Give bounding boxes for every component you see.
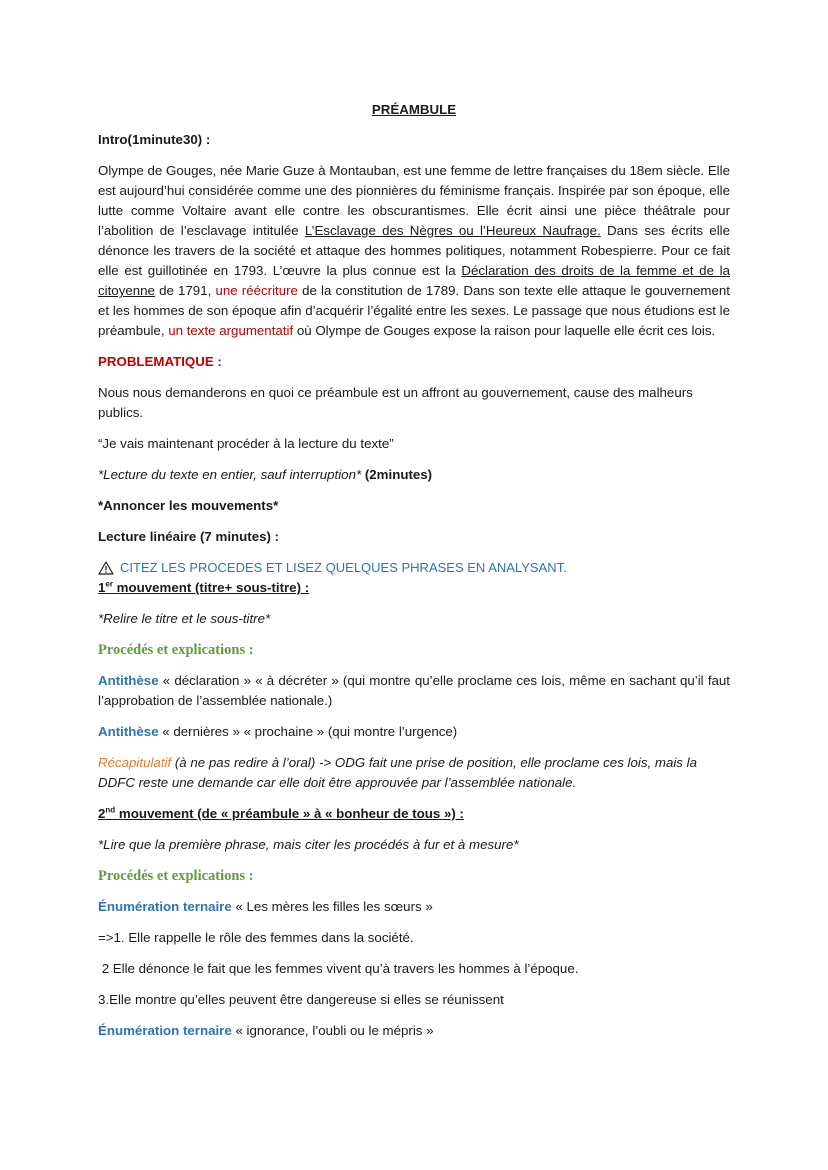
recap-term: Récapitulatif [98, 755, 172, 770]
movement1-item-2 [98, 722, 730, 742]
warning-text: CITEZ LES PROCEDES ET LISEZ QUELQUES PHRASES EN ANALYSANT. [120, 560, 567, 575]
page-title: PRÉAMBULE [371, 102, 457, 117]
procede-term: Énumération ternaire [98, 899, 232, 914]
highlight-texte-argumentatif: un texte argumentatif [168, 323, 294, 338]
intro-text-3: de 1791, [154, 283, 216, 298]
movement2-heading [98, 804, 730, 824]
movement1-item-1 [98, 671, 730, 711]
problematique-text: Nous nous demanderons en quoi ce préambule est un affront au gouvernement, cause des malheurs publics. [98, 385, 693, 420]
movement1-number: 1 [98, 580, 106, 595]
intro-text-5: où Olympe de Gouges expose la raison pour laquelle elle écrit ces lois. [293, 323, 716, 338]
movement1-instruction: *Relire le titre et le sous-titre* [98, 611, 271, 626]
reading-full-duration: (2minutes) [364, 467, 433, 482]
procede-text: « Les mères les filles les sœurs » [231, 899, 433, 914]
intro-text-4: de la constitution de 1789. Dans son texte elle attaque le gouvernement et les hommes de son époque afin d’acquérir l’égalité entre les sexes. Le passage que nous étudions est le préambule, [98, 283, 730, 338]
work-title-declaration: Déclaration des droits de la femme et de la citoyenne [98, 263, 730, 298]
movement2-enum-2 [98, 1021, 730, 1041]
movement2-ordinal: nd [105, 805, 116, 815]
reading-full [98, 465, 730, 485]
movement2-number: 2 [98, 806, 106, 821]
movement1-recap [98, 753, 730, 793]
highlight-reecriture: une réécriture [215, 283, 298, 298]
movement1-heading-text: mouvement (titre+ sous-titre) : [112, 580, 310, 595]
recap-text: (à ne pas redire à l’oral) -> ODG fait une prise de position, elle proclame ces lois, mais la DDFC reste une demande car elle doit être approuvée par l’assemblée nationale. [98, 755, 698, 790]
movement2-instruction: *Lire que la première phrase, mais citer les procédés à fur et à mesure* [98, 837, 519, 852]
intro-text-2: Dans ses écrits elle dénonce les travers de la société et attaque des hommes politiques, notamment Robespierre. Pour ce fait elle est guillotinée en 1793. L’œuvre la plus connue est la [98, 223, 731, 278]
movement1-ordinal: er [105, 579, 113, 589]
movement2-point-2: 2 Elle dénonce le fait que les femmes vivent qu’à travers les hommes à l’époque. [98, 961, 579, 976]
movement1-heading [98, 578, 730, 598]
procede-text: « déclaration » « à décréter » (qui montre qu’elle proclame ces lois, même en sachant qu’il faut l’approbation de l’assemblée nationale.) [98, 673, 730, 708]
movement1-procedes-heading: Procédés et explications : [98, 642, 254, 658]
reading-quote: “Je vais maintenant procéder à la lecture du texte” [98, 436, 394, 451]
work-title-esclavage: L’Esclavage des Nègres ou l’Heureux Naufrage. [304, 223, 601, 238]
procede-term: Énumération ternaire [98, 1023, 232, 1038]
reading-full-instruction: *Lecture du texte en entier, sauf interruption* [98, 467, 365, 482]
lecture-lineaire-heading: Lecture linéaire (7 minutes) : [98, 529, 280, 544]
procede-text: « dernières » « prochaine » (qui montre l’urgence) [158, 724, 458, 739]
document-content [98, 96, 730, 1041]
movement2-procedes-heading: Procédés et explications : [98, 868, 254, 884]
intro-paragraph [98, 161, 730, 341]
warning-line [98, 558, 730, 578]
announce-movements: *Annoncer les mouvements* [98, 498, 279, 513]
movement2-point-3: 3.Elle montre qu’elles peuvent être dangereuse si elles se réunissent [98, 992, 504, 1007]
movement2-enum-1 [98, 897, 730, 917]
warning-triangle-icon [98, 561, 114, 575]
intro-heading: Intro(1minute30) : [98, 132, 211, 147]
movement2-heading-text: mouvement (de « préambule » à « bonheur de tous ») : [115, 806, 464, 821]
problematique-heading: PROBLEMATIQUE : [98, 354, 222, 369]
movement2-point-1: =>1. Elle rappelle le rôle des femmes dans la société. [98, 930, 414, 945]
procede-term: Antithèse [98, 673, 159, 688]
procede-text: « ignorance, l’oubli ou le mépris » [231, 1023, 434, 1038]
intro-text-1: Olympe de Gouges, née Marie Guze à Montauban, est une femme de lettre françaises du 18em siècle. Elle est aujourd’hui considérée comme une des pionnières du féminisme français. Inspirée par son époque, elle lutte comme Voltaire avant elle contre les obscurantismes. Elle écrit ainsi une pièce théâtrale pour l’abolition de l’esclavage intitulée [98, 163, 730, 238]
procede-term: Antithèse [98, 724, 159, 739]
